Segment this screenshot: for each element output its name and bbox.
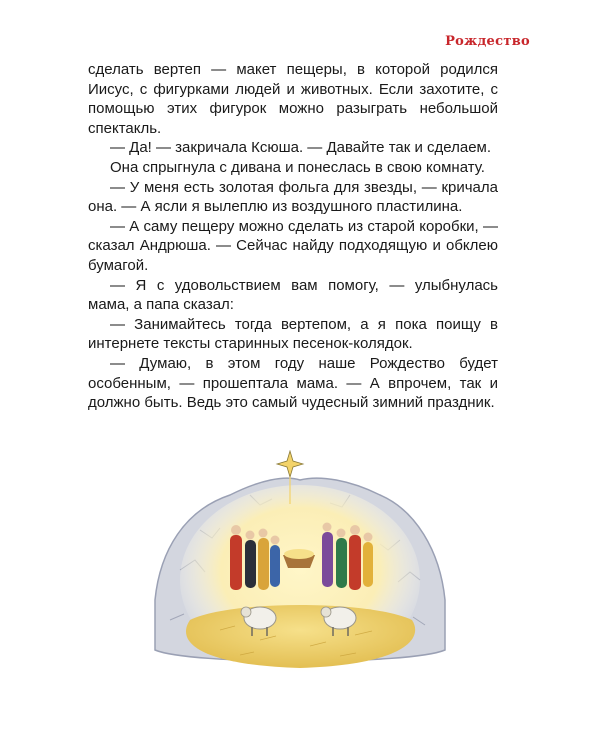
paragraph: Она спрыгнула с дивана и понеслась в свою комнату. [110,158,485,176]
paragraph: — Думаю, в этом году наше Рождество будет особенным, — прошептала мама. — А впрочем, так и должно быть. Ведь это самый чудесный зимний праздник. [88,354,498,412]
paragraph: сделать вертеп — макет пещеры, в которой родился Иисус, с фигурками людей и животных. Если захотите, с помощью этих фигурок можно разыграть небольшой спектакль. [88,61,498,137]
nativity-illustration [150,450,450,680]
manger [283,549,315,568]
paragraph: — Я с удовольствием вам помогу, — улыбнулась мама, а папа сказал: [88,276,498,314]
paragraph: — Занимайтесь тогда вертепом, а я пока поищу в интернете тексты старинных песенок-колядок. [88,315,498,353]
paragraph: — А саму пещеру можно сделать из старой коробки, — сказал Андрюша. — Сейчас найду подходящую и обклею бумагой. [88,217,498,274]
section-title: Рождество [445,34,530,49]
story-text [88,60,498,413]
paragraph: — У меня есть золотая фольга для звезды, — кричала она. — А ясли я вылеплю из воздушного пластилина. [88,178,498,216]
paragraph: — Да! — закричала Ксюша. — Давайте так и сделаем. [110,139,492,157]
